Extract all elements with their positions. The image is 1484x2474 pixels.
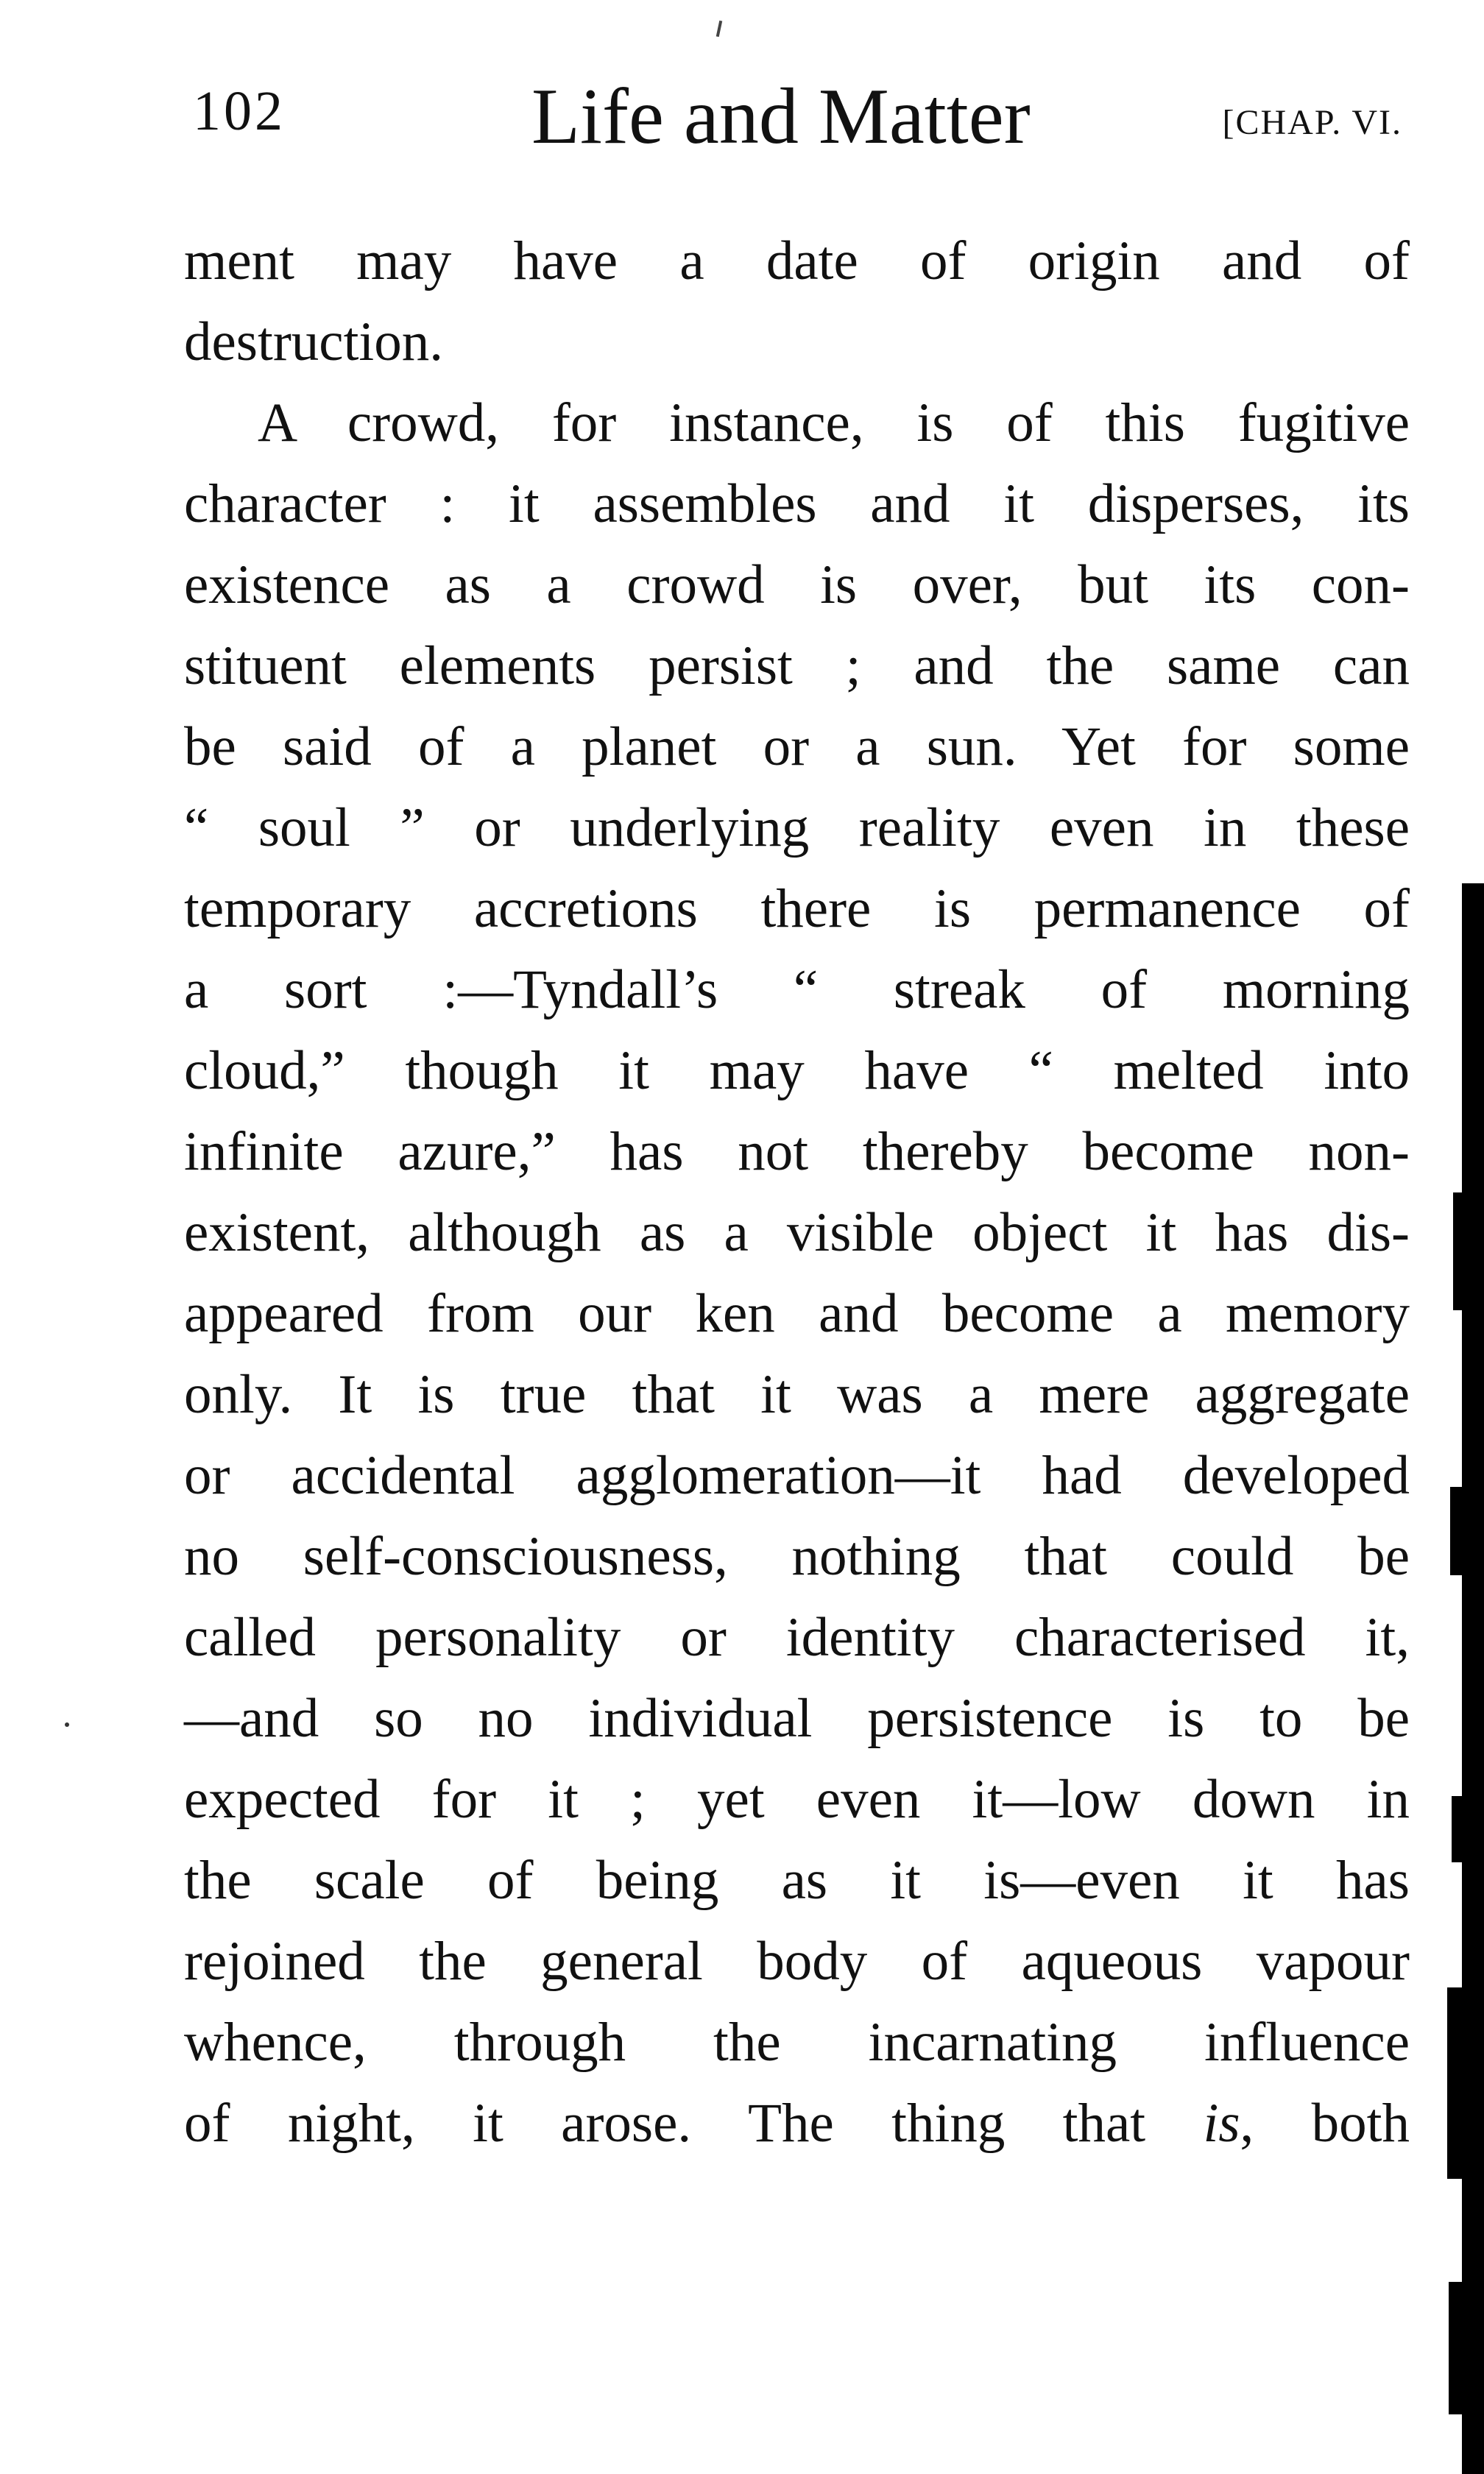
- text-line: whence, through the incarnating influence: [184, 2012, 1410, 2073]
- text-line: or accidental agglomeration—it had developed: [184, 1445, 1410, 1506]
- text-line: only. It is true that it was a mere aggregate: [184, 1364, 1410, 1425]
- page-edge-shadow: [1452, 1796, 1484, 1862]
- text-line: expected for it ; yet even it—low down in: [184, 1769, 1410, 1830]
- text-line: destruction.: [184, 311, 444, 372]
- text-line: cloud,” though it may have “ melted into: [184, 1040, 1410, 1101]
- text-line: a sort :—Tyndall’s “ streak of morning: [184, 959, 1410, 1020]
- text-line: temporary accretions there is permanence of: [184, 878, 1410, 939]
- text-line: rejoined the general body of aqueous vapour: [184, 1931, 1410, 1992]
- text-line: existent, although as a visible object it has dis-: [184, 1202, 1410, 1263]
- page-edge-shadow: [1462, 883, 1484, 2474]
- text-line: appeared from our ken and become a memory: [184, 1283, 1410, 1344]
- text-line: infinite azure,” has not thereby become non-: [184, 1121, 1410, 1182]
- stray-ink-mark: [716, 21, 722, 37]
- page-edge-shadow: [1449, 2282, 1484, 2414]
- page-edge-shadow: [1453, 1192, 1484, 1310]
- page-edge-shadow: [1447, 1987, 1484, 2179]
- text-line: —and so no individual persistence is to be: [184, 1688, 1410, 1749]
- text-line: ment may have a date of origin and of: [184, 230, 1410, 291]
- text-line: be said of a planet or a sun. Yet for some: [184, 716, 1410, 777]
- text-line: of night, it arose. The thing that is, both: [184, 2093, 1410, 2154]
- text-line: character : it assembles and it disperses, its: [184, 473, 1410, 534]
- text-line: A crowd, for instance, is of this fugitive: [258, 392, 1410, 453]
- chapter-reference: [CHAP. VI.: [1222, 103, 1402, 142]
- text-line: “ soul ” or underlying reality even in these: [184, 797, 1410, 858]
- page-edge-shadow: [1450, 1487, 1484, 1575]
- emphasized-word: is: [1203, 2093, 1240, 2154]
- text-line: existence as a crowd is over, but its con-: [184, 554, 1410, 615]
- page-number: 102: [193, 80, 286, 142]
- text-line: no self-consciousness, nothing that could be: [184, 1526, 1410, 1587]
- text-line: called personality or identity characterised it,: [184, 1607, 1410, 1668]
- running-header: [186, 70, 1411, 166]
- running-title: Life and Matter: [531, 73, 1031, 160]
- body-text: [184, 221, 1410, 2164]
- text-line: the scale of being as it is—even it has: [184, 1850, 1410, 1911]
- stray-dot-mark: [65, 1722, 69, 1727]
- text-line: stituent elements persist ; and the same can: [184, 635, 1410, 696]
